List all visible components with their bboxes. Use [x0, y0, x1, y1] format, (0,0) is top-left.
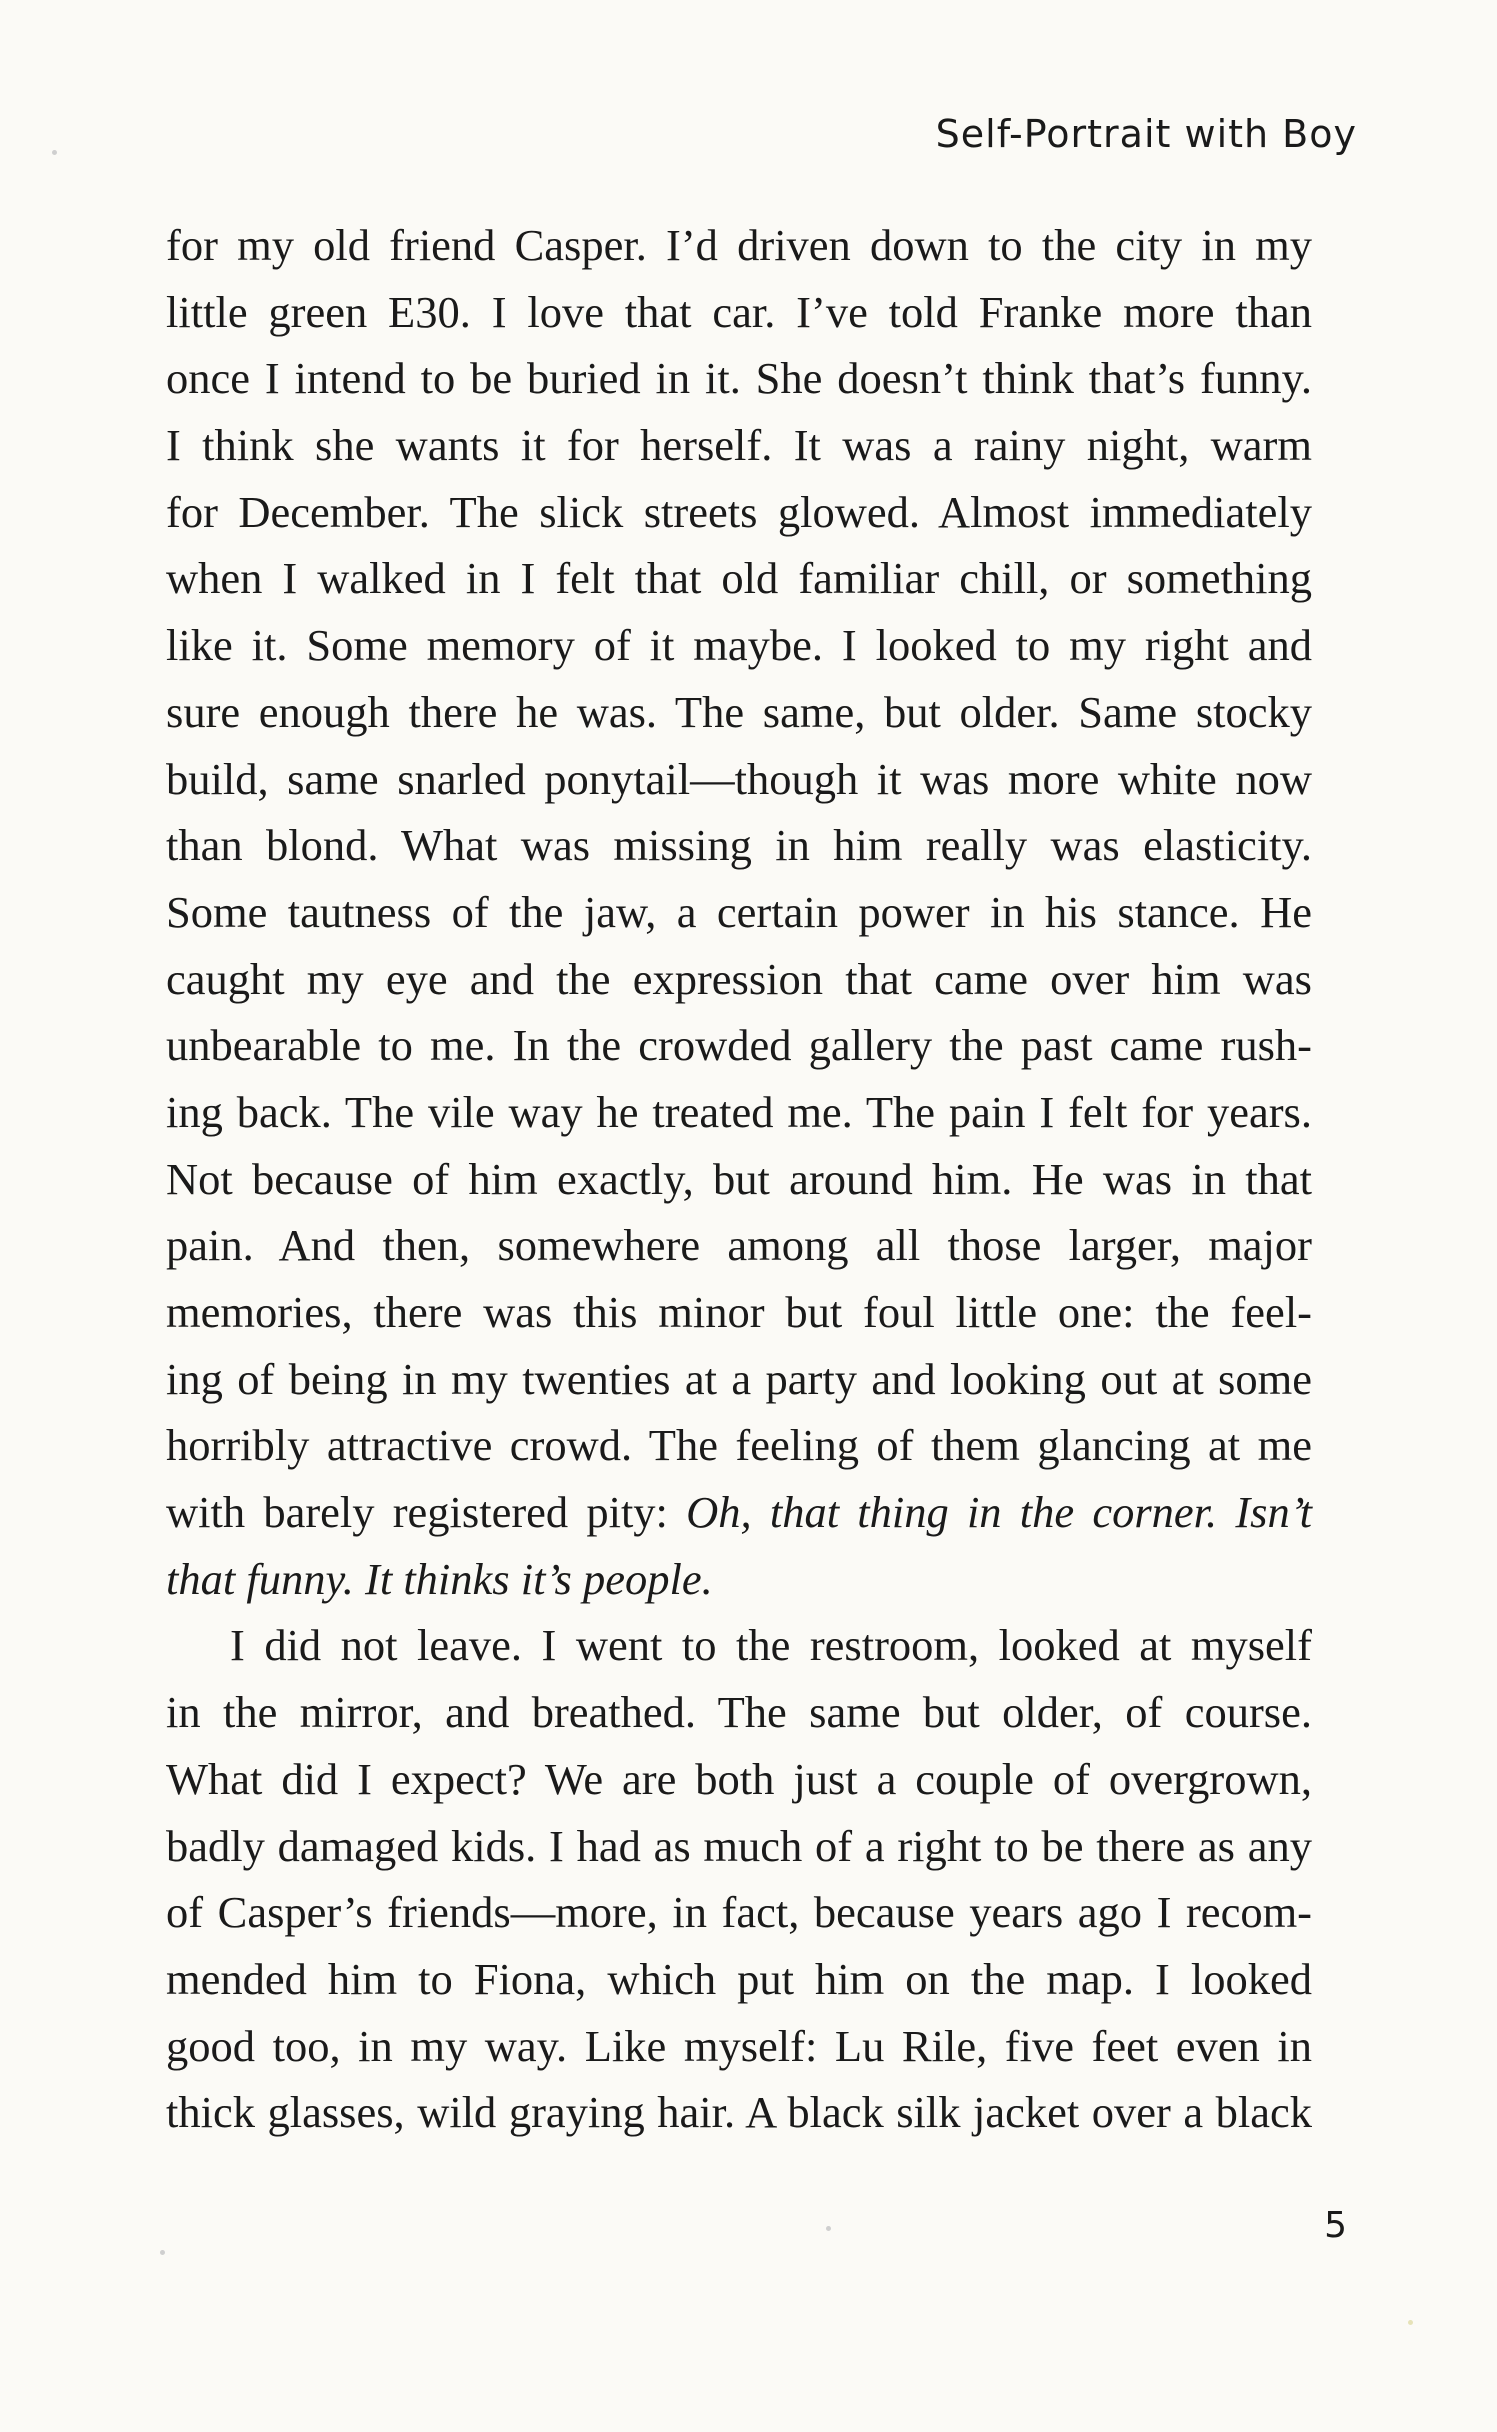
text-italic: Oh, that thing in the corner. Isn’t [686, 1487, 1312, 1538]
text-line: good too, in my way. Like myself: Lu Rile, five feet even in [166, 2020, 1312, 2071]
running-head: Self-Portrait with Boy [935, 112, 1357, 156]
text-line: memories, there was this minor but foul little one: the feel- [166, 1287, 1312, 1337]
page-number: 5 [1324, 2205, 1347, 2246]
text-line: badly damaged kids. I had as much of a right to be there as any [166, 1820, 1312, 1871]
paragraph-2 [166, 1612, 1312, 2146]
text-line: for my old friend Casper. I’d driven down to the city in my [166, 220, 1312, 270]
text-line-mixed [166, 1479, 1312, 1546]
text-line: of Casper’s friends—more, in fact, because years ago I recom- [166, 1887, 1312, 1938]
text-line: like it. Some memory of it maybe. I looked to my right and [166, 620, 1312, 671]
paper-speck [1408, 2320, 1413, 2325]
text-line: Some tautness of the jaw, a certain power in his stance. He [166, 886, 1312, 937]
text-line: What did I expect? We are both just a couple of overgrown, [166, 1753, 1312, 1804]
text-line: than blond. What was missing in him really was elasticity. [166, 820, 1312, 871]
text-line: pain. And then, somewhere among all those larger, major [166, 1220, 1312, 1271]
text-line: thick glasses, wild graying hair. A black silk jacket over a black [166, 2087, 1312, 2138]
text-line: once I intend to be buried in it. She doesn’t think that’s funny. [166, 353, 1312, 404]
text-line: caught my eye and the expression that came over him was [166, 953, 1312, 1004]
text-line: horribly attractive crowd. The feeling of them glancing at me [166, 1420, 1312, 1471]
paper-speck [160, 2250, 165, 2255]
text-line: build, same snarled ponytail—though it was more white now [166, 753, 1312, 804]
paper-speck [52, 150, 57, 155]
text-line: little green E30. I love that car. I’ve told Franke more than [166, 286, 1312, 337]
text-line: when I walked in I felt that old familiar chill, or something [166, 553, 1312, 604]
text-line: mended him to Fiona, which put him on the map. I looked [166, 1953, 1312, 2004]
text-line: for December. The slick streets glowed. Almost immediately [166, 486, 1312, 537]
text-line: sure enough there he was. The same, but older. Same stocky [166, 686, 1312, 737]
text-line: ing back. The vile way he treated me. The pain I felt for years. [166, 1086, 1312, 1137]
text-roman: with barely registered pity: [166, 1487, 687, 1538]
text-line: Not because of him exactly, but around him. He was in that [166, 1153, 1312, 1204]
paper-speck [826, 2226, 831, 2231]
text-line: ing of being in my twenties at a party and looking out at some [166, 1353, 1312, 1404]
paragraph-1 [166, 212, 1312, 1612]
text-line: I think she wants it for herself. It was a rainy night, warm [166, 420, 1312, 471]
text-line: I did not leave. I went to the restroom, looked at myself [230, 1620, 1312, 1671]
text-line: in the mirror, and breathed. The same but older, of course. [166, 1687, 1312, 1738]
body-text [166, 212, 1312, 2146]
text-line-italic: that funny. It thinks it’s people. [166, 1553, 713, 1604]
text-line: unbearable to me. In the crowded gallery the past came rush- [166, 1020, 1312, 1071]
